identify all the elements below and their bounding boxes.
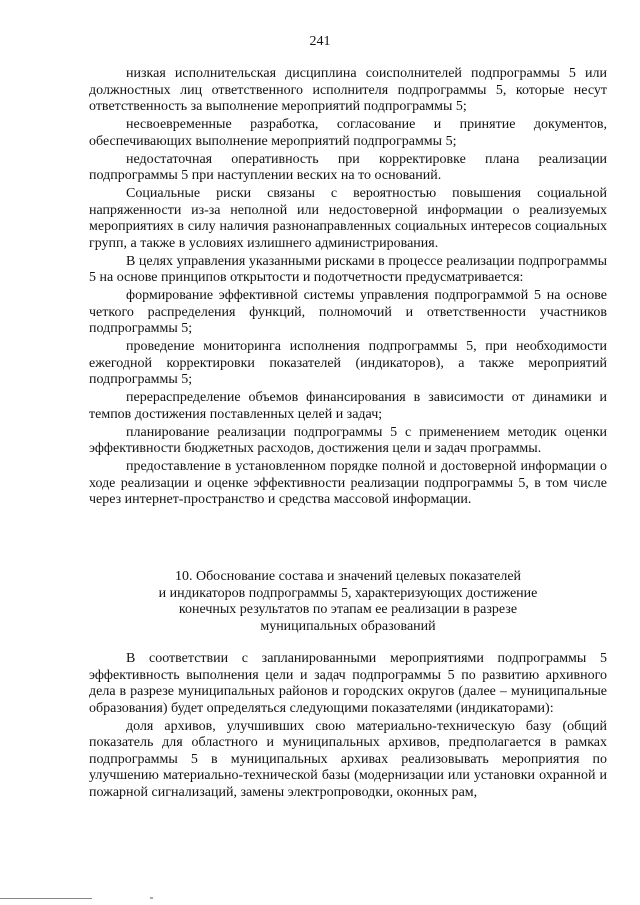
footer-rule: [0, 898, 92, 899]
paragraph: формирование эффективной системы управления подпрограммой 5 на основе четкого распределения функций, полномочий и ответственности участников подпрограммы 5;: [89, 288, 607, 336]
paragraph: несвоевременные разработка, согласование и принятие документов, обеспечивающих выполнение мероприятий подпрограммы 5;: [89, 117, 607, 149]
heading-line: конечных результатов по этапам ее реализации в разрезе: [178, 602, 518, 617]
heading-line: 10. Обоснование состава и значений целевых показателей: [174, 569, 522, 584]
paragraph: низкая исполнительская дисциплина соисполнителей подпрограммы 5 или должностных лиц ответственного исполнителя подпрограммы 5, которые несут ответственность за выполнение мероприятий подпрограммы 5;: [89, 66, 607, 114]
paragraph: перераспределение объемов финансирования в зависимости от динамики и темпов достижения поставленных целей и задач;: [89, 390, 607, 422]
indicators-section: [89, 651, 607, 801]
paragraph: В целях управления указанными рисками в процессе реализации подпрограммы 5 на основе принципов открытости и подотчетности предусматривается:: [89, 253, 607, 285]
paragraph: недостаточная оперативность при корректировке плана реализации подпрограммы 5 при наступлении веских на то оснований.: [89, 151, 607, 183]
page-number: 241: [309, 34, 331, 49]
footer-mark: [150, 897, 153, 899]
paragraph: доля архивов, улучшивших свою материально-техническую базу (общий показатель для областного и муниципальных архивов, предполагается в рамках подпрограммы 5 в муниципальных архивах реализовывать мероприятия по улучшению материально-технической базы (модернизации или установки охранной и пожарной сигнализаций, замены электропроводки, оконных рам,: [89, 718, 607, 800]
heading-line: и индикаторов подпрограммы 5, характеризующих достижение: [158, 585, 538, 601]
paragraph: Социальные риски связаны с вероятностью повышения социальной напряженности из-за неполной или недостоверной информации о реализуемых мероприятиях в силу наличия разнонаправленных социальных интересов социальных групп, а также в условиях излишнего администрирования.: [89, 186, 607, 251]
paragraph: предоставление в установленном порядке полной и достоверной информации о ходе реализации и оценке эффективности реализации подпрограммы 5, в том числе через интернет-пространство и средства массовой информации.: [89, 459, 607, 507]
paragraph: проведение мониторинга исполнения подпрограммы 5, при необходимости ежегодной корректировки показателей (индикаторов), а также мероприятий подпрограммы 5;: [89, 339, 607, 387]
heading-line: муниципальных образований: [260, 618, 436, 634]
risk-management-section: [89, 66, 607, 509]
paragraph: планирование реализации подпрограммы 5 с применением методик оценки эффективности бюджетных расходов, достижения цели и задач программы.: [89, 424, 607, 456]
section-heading: [89, 569, 607, 635]
paragraph: В соответствии с запланированными мероприятиями подпрограммы 5 эффективность выполнения цели и задач подпрограммы 5 по развитию архивного дела в разрезе муниципальных районов и городских округов (далее – муниципальные образования) будет определяться следующими показателями (индикаторами):: [89, 651, 607, 716]
